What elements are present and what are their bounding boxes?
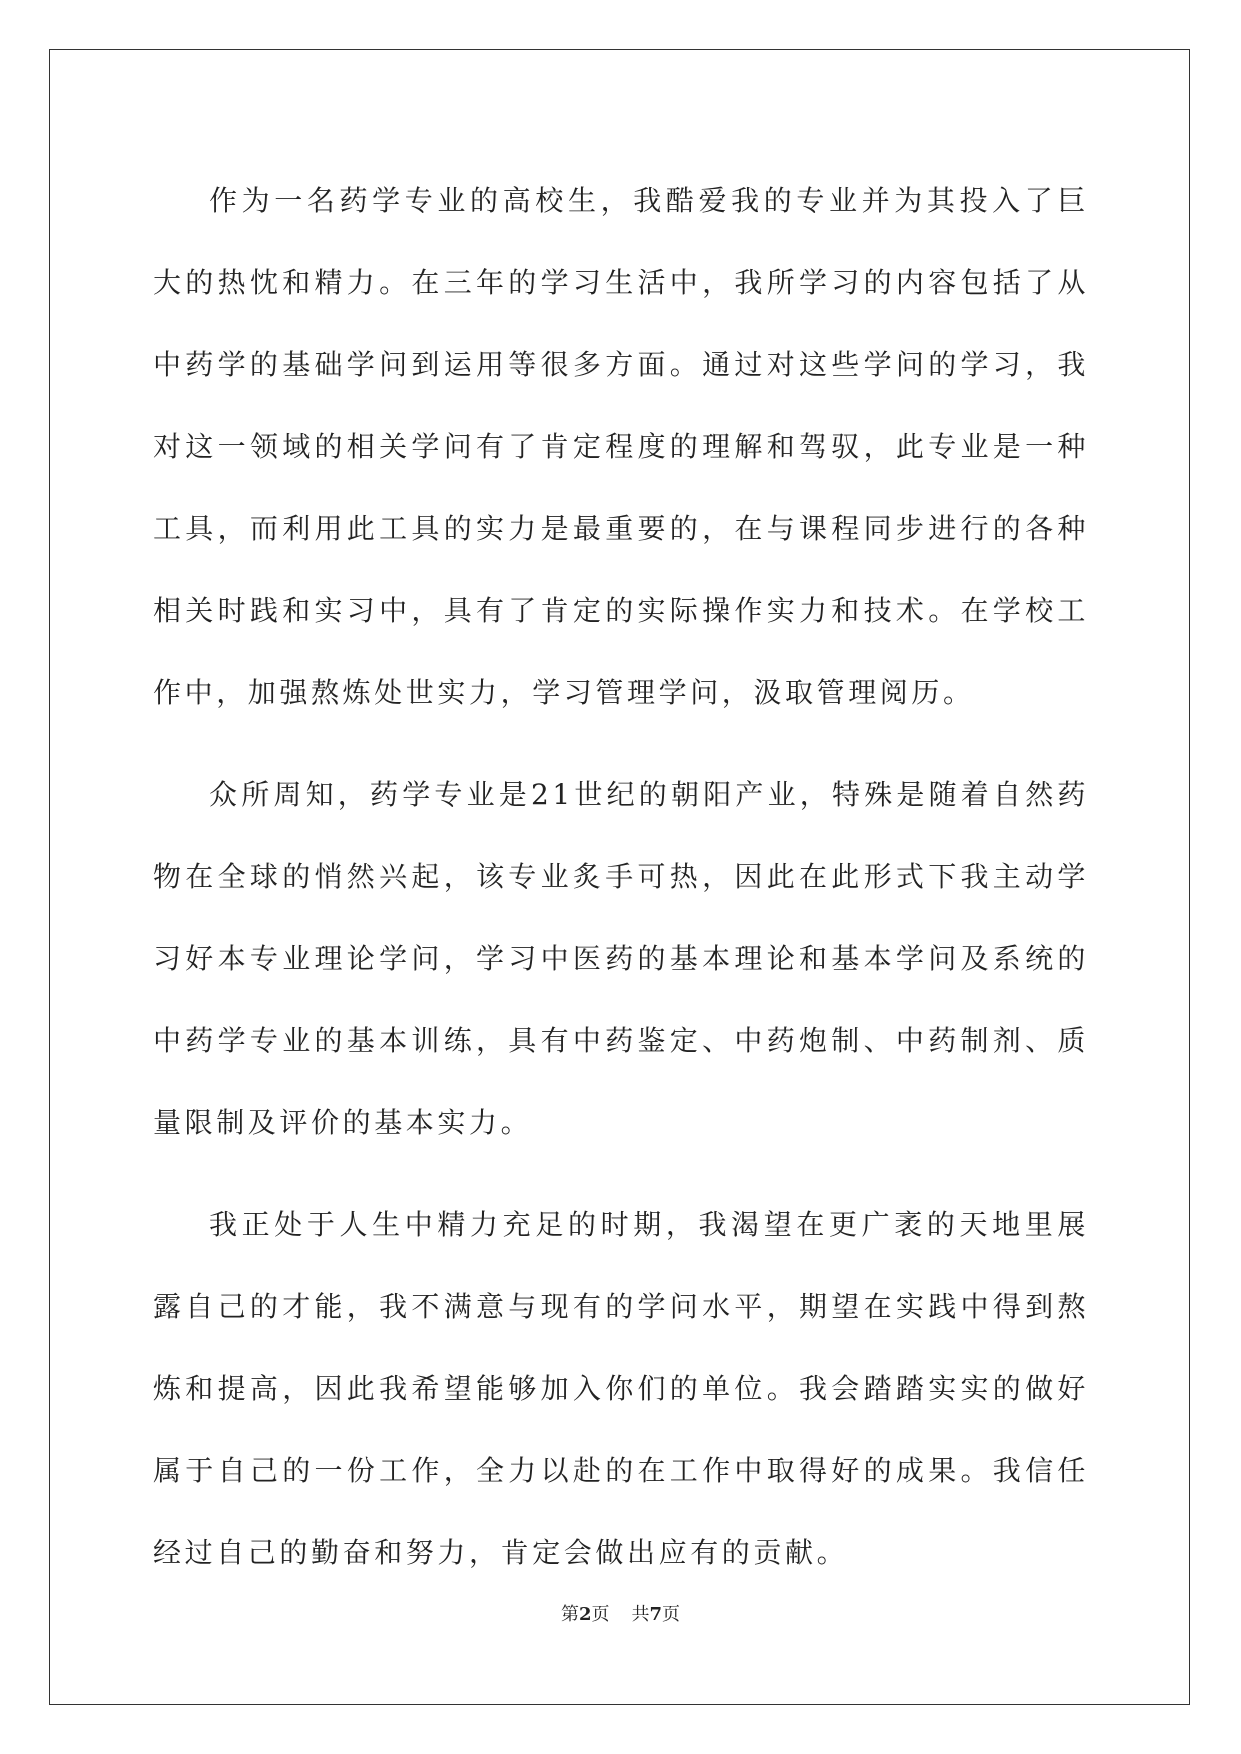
page-suffix: 页 [591, 1604, 610, 1625]
page-footer [0, 1600, 1241, 1626]
page-prefix: 第 [560, 1604, 579, 1625]
total-suffix: 页 [662, 1604, 681, 1625]
total-page-number: 7 [649, 1604, 663, 1625]
paragraph-1: 作为一名药学专业的高校生，我酷爱我的专业并为其投入了巨大的热忱和精力。在三年的学习生活中，我所学习的内容包括了从中药学的基础学问到运用等很多方面。通过对这些学问的学习，我对这一领域的相关学问有了肯定程度的理解和驾驭，此专业是一种工具，而利用此工具的实力是最重要的，在与课程同步进行的各种相关时践和实习中，具有了肯定的实际操作实力和技术。在学校工作中，加强熬炼处世实力，学习管理学问，汲取管理阅历。 [153, 184, 1089, 709]
paragraph-2: 众所周知，药学专业是21世纪的朝阳产业，特殊是随着自然药物在全球的悄然兴起，该专业炙手可热，因此在此形式下我主动学习好本专业理论学问，学习中医药的基本理论和基本学问及系统的中药学专业的基本训练，具有中药鉴定、中药炮制、中药制剂、质量限制及评价的基本实力。 [153, 778, 1089, 1139]
current-page-number: 2 [578, 1604, 592, 1625]
total-prefix: 共 [631, 1604, 650, 1625]
document-body [153, 160, 1089, 1594]
paragraph-3: 我正处于人生中精力充足的时期，我渴望在更广袤的天地里展露自己的才能，我不满意与现有的学问水平，期望在实践中得到熬炼和提高，因此我希望能够加入你们的单位。我会踏踏实实的做好属于自己的一份工作，全力以赴的在工作中取得好的成果。我信任经过自己的勤奋和努力，肯定会做出应有的贡献。 [153, 1208, 1089, 1569]
